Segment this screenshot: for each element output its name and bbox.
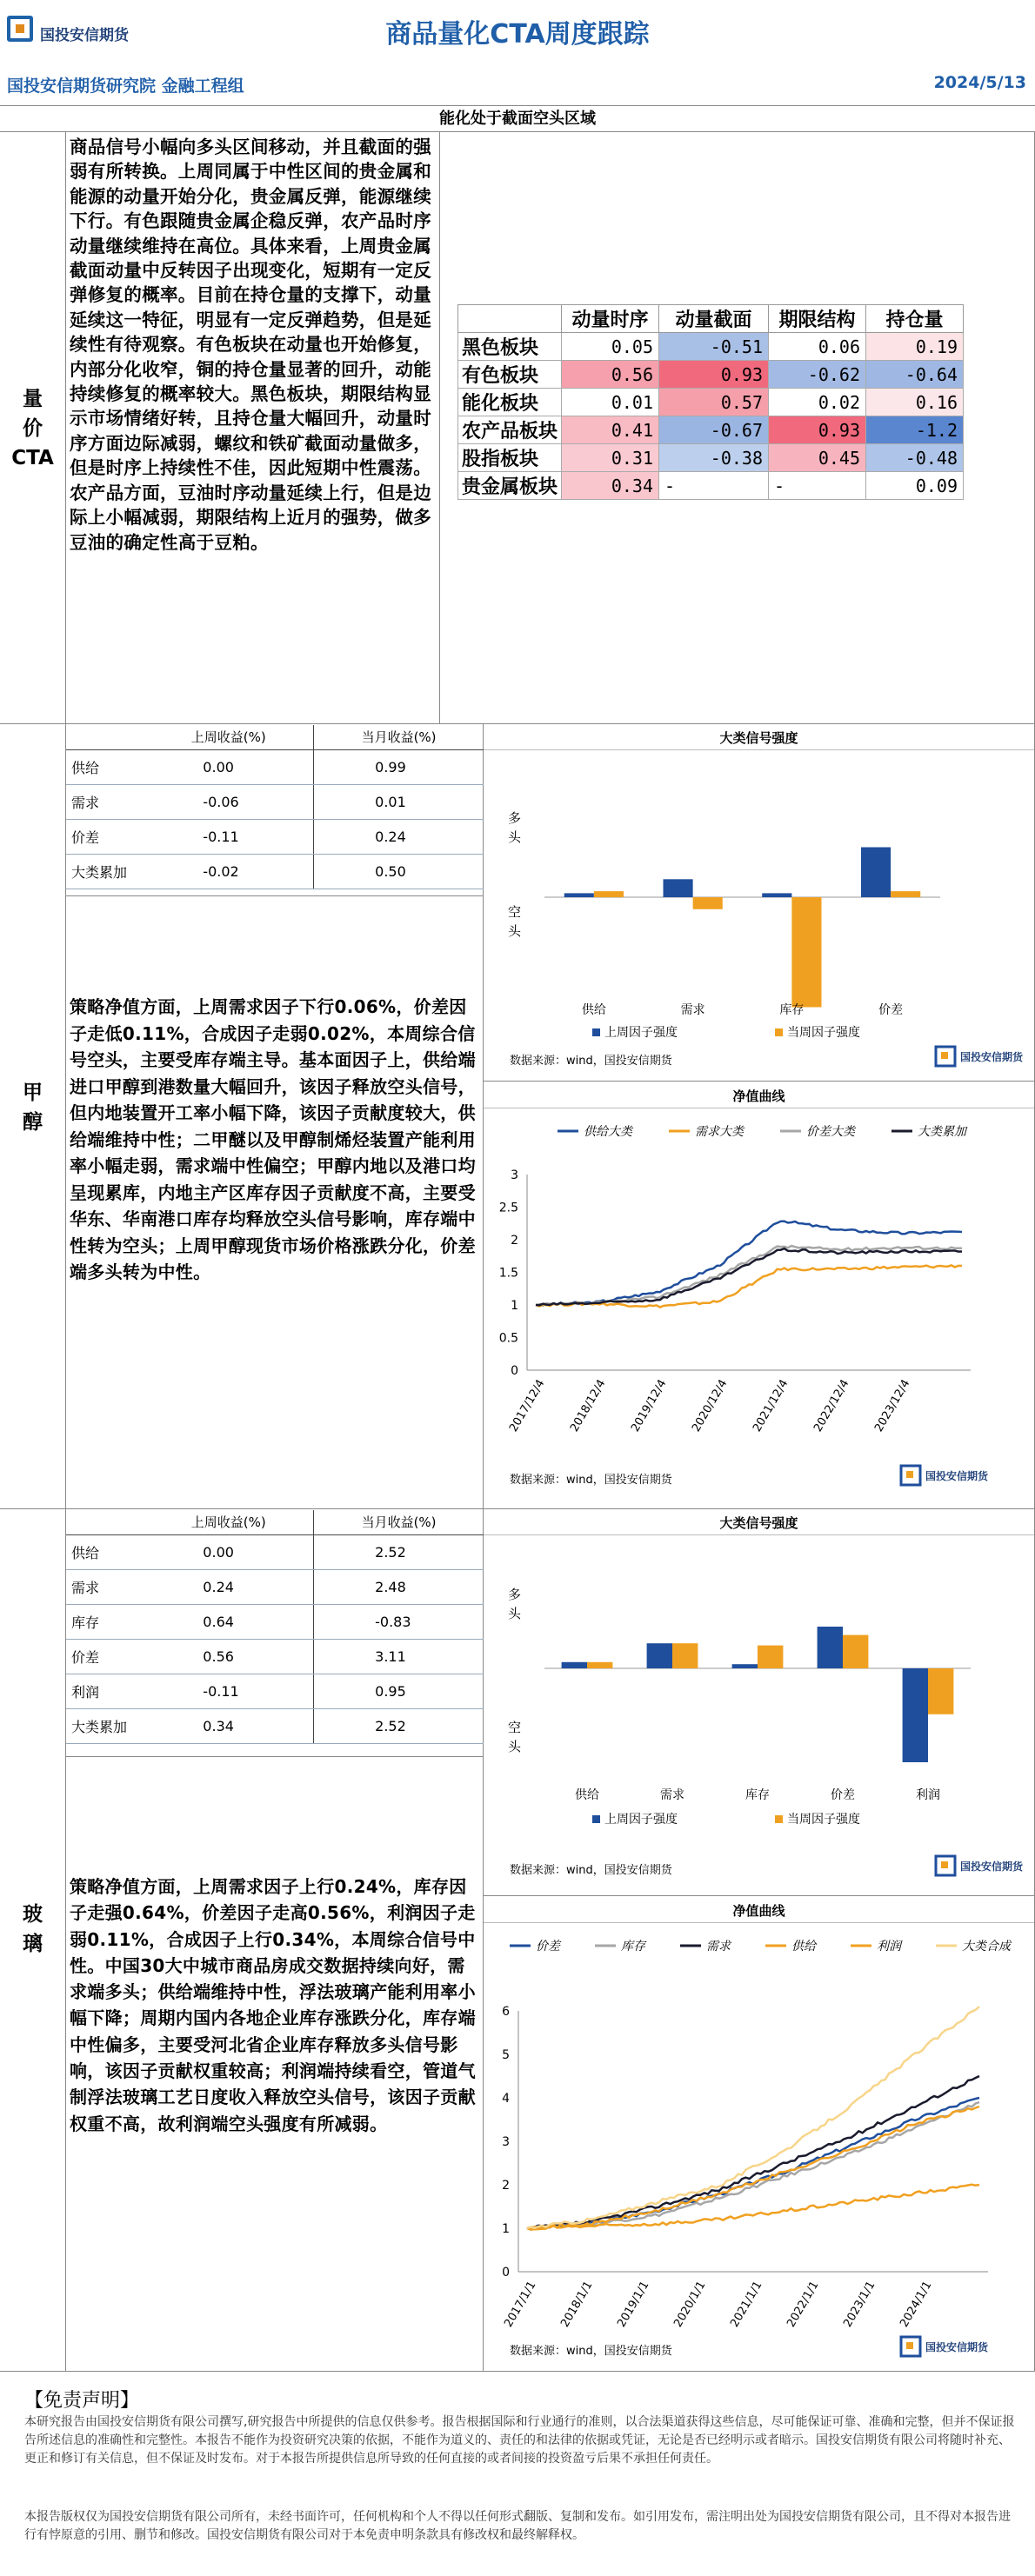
legend-label: 价差大类 <box>806 1125 855 1139</box>
legend-swatch <box>775 1815 783 1823</box>
heatmap-row <box>458 444 964 472</box>
bar-last-week <box>647 1643 672 1668</box>
series-line <box>527 2107 979 2230</box>
heatmap-column-header: 动量时序 <box>562 305 659 333</box>
bar-this-week <box>693 897 723 909</box>
heatmap-row-label: 有色板块 <box>458 361 562 389</box>
week-return: -0.11 <box>144 1674 313 1708</box>
heatmap-cell: 0.41 <box>562 416 659 444</box>
heatmap-cell: -0.64 <box>866 361 964 389</box>
legend-label: 供给 <box>791 1940 816 1954</box>
week-return: 0.64 <box>144 1604 313 1639</box>
heatmap-row <box>458 472 964 500</box>
legend-label: 库存 <box>621 1940 645 1954</box>
bar-last-week <box>564 893 594 897</box>
bar-this-week <box>891 891 920 897</box>
heatmap-cell: 0.19 <box>866 333 964 361</box>
row-label: 大类累加 <box>66 854 144 889</box>
table-row <box>66 1604 484 1639</box>
heatmap-cell: -0.51 <box>659 333 769 361</box>
heatmap-row-label: 股指板块 <box>458 444 562 472</box>
heatmap-cell: -0.38 <box>659 444 769 472</box>
series-line <box>536 1248 962 1305</box>
bar-last-week <box>664 879 693 897</box>
duo-label: 头 <box>508 1606 522 1621</box>
table-header-week: 上周收益(%) <box>144 725 313 749</box>
x-tick-label: 2021/12/4 <box>751 1377 791 1434</box>
divider <box>484 1895 1034 1896</box>
heatmap-row <box>458 361 964 389</box>
y-tick-label: 4 <box>502 2092 510 2106</box>
category-tick-label: 需求 <box>680 1003 705 1017</box>
logo-text: 国投安信期货 <box>925 2341 989 2353</box>
heatmap-cell: -0.62 <box>769 361 866 389</box>
legend-label: 供给大类 <box>584 1125 632 1139</box>
month-return: 0.50 <box>314 854 484 889</box>
bar-this-week <box>791 897 821 1008</box>
heatmap-column-header: 动量截面 <box>659 305 769 333</box>
heatmap-cell: 0.02 <box>769 389 866 416</box>
divider <box>484 749 1034 750</box>
category-tick-label: 价差 <box>878 1003 904 1017</box>
table-row <box>66 749 484 784</box>
row-label: 供给 <box>66 749 144 784</box>
divider <box>66 1756 484 1757</box>
summary-banner: 能化处于截面空头区域 <box>0 106 1035 132</box>
heatmap-row-label: 贵金属板块 <box>458 472 562 500</box>
heatmap-cell: 0.93 <box>769 416 866 444</box>
month-return: 0.01 <box>314 784 484 819</box>
x-tick-label: 2020/1/1 <box>671 2279 709 2330</box>
x-tick-label: 2021/1/1 <box>728 2279 765 2330</box>
heatmap-corner <box>458 305 562 333</box>
disclaimer-paragraph: 本研究报告由国投安信期货有限公司撰写,研究报告中所提供的信息仅供参考。报告根据国际和行业通行的准则，以合法渠道获得这些信息，尽可能保证可靠、准确和完整，但并不保证报告所述信息的准确性和完整性。本报告不能作为投资研究决策的依据，不能作为道义的、责任的和法律的依据或凭证，无论是否已经明示或者暗示。国投安信期货有限公司将随时补充、更正和修订有关信息，但不保证及时发布。对于本报告所提供信息所导致的任何直接的或者间接的投资盈亏后果不承担任何责任。 <box>24 2415 1015 2466</box>
heatmap-cell: 0.34 <box>562 472 659 500</box>
row-label: 需求 <box>66 1569 144 1604</box>
heatmap-row <box>458 389 964 416</box>
heatmap-cell: - <box>659 472 769 500</box>
heatmap-row-label: 农产品板块 <box>458 416 562 444</box>
week-return: -0.06 <box>144 784 313 819</box>
week-return: 0.00 <box>144 1534 313 1569</box>
heatmap-cell: 0.57 <box>659 389 769 416</box>
methanol-signal-chart-title: 大类信号强度 <box>719 730 798 746</box>
heatmap-cell: -1.2 <box>866 416 964 444</box>
bar-this-week <box>587 1662 612 1668</box>
category-tick-label: 供给 <box>575 1788 599 1802</box>
y-tick-label: 1.5 <box>498 1266 518 1281</box>
table-row <box>66 819 484 854</box>
kong-label: 空 <box>508 1720 522 1735</box>
month-return: 2.52 <box>314 1534 484 1569</box>
table-header-month: 当月收益(%) <box>314 1510 484 1534</box>
category-tick-label: 库存 <box>779 1003 805 1017</box>
legend-label: 当周因子强度 <box>787 1813 860 1827</box>
duo-label: 多 <box>508 1587 522 1602</box>
series-line <box>527 2076 979 2228</box>
table-row <box>66 784 484 819</box>
disclaimer-title: 【免责声明】 <box>24 2390 140 2412</box>
legend-swatch <box>592 1028 600 1036</box>
row-label: 价差 <box>66 819 144 854</box>
x-tick-label: 2018/1/1 <box>558 2279 596 2330</box>
week-return: 0.00 <box>144 749 313 784</box>
section-label-methanol <box>0 1078 65 1137</box>
glass-signal-chart <box>484 1536 1034 1893</box>
logo-text: 国投安信期货 <box>925 1470 989 1482</box>
legend-label: 大类累加 <box>918 1125 966 1139</box>
kong-label: 头 <box>508 923 522 939</box>
cta-commentary: 商品信号小幅向多头区间移动，并且截面的强弱有所转换。上周同属于中性区间的贵金属和能源的动量开始分化，贵金属反弹，能源继续下行。有色跟随贵金属企稳反弹，农产品时序动量继续维持在高位。具体来看，上周贵金属截面动量中反转因子出现变化，短期有一定反弹修复的概率。目前在持仓量的支撑下，动量延续这一特征，明显有一定反弹趋势，但是延续性有待观察。有色板块在动量也开始修复，内部分化收窄，铜的持仓量显著的回升，动能持续修复的概率较大。黑色板块，期限结构显示市场情绪好转，且持仓量大幅回升，动量时序方面边际减弱，螺纹和铁矿截面动量做多，但是时序上持续性不佳，因此短期中性震荡。农产品方面，豆油时序动量延续上行，但是边际上小幅减弱，期限结构上近月的强势，做多豆油的确定性高于豆粕。 <box>70 136 431 553</box>
x-tick-label: 2022/12/4 <box>811 1377 852 1434</box>
category-tick-label: 供给 <box>581 1003 606 1017</box>
y-tick-label: 0 <box>502 2266 510 2280</box>
divider <box>65 132 66 2371</box>
month-return: 2.48 <box>314 1569 484 1604</box>
x-tick-label: 2020/12/4 <box>690 1377 731 1434</box>
heatmap-cell: - <box>769 472 866 500</box>
week-return: 0.56 <box>144 1639 313 1674</box>
y-tick-label: 6 <box>502 2005 510 2019</box>
divider <box>484 1922 1034 1923</box>
section-label-char: 醇 <box>23 1111 43 1134</box>
glass-signal-chart-title: 大类信号强度 <box>719 1515 798 1531</box>
heatmap-row-label: 能化板块 <box>458 389 562 416</box>
week-return: 0.34 <box>144 1708 313 1743</box>
x-tick-label: 2024/1/1 <box>898 2279 935 2330</box>
y-tick-label: 2.5 <box>498 1201 518 1215</box>
y-tick-label: 0.5 <box>498 1331 518 1346</box>
row-label: 需求 <box>66 784 144 819</box>
duo-label: 头 <box>508 829 522 845</box>
y-tick-label: 5 <box>502 2048 510 2062</box>
table-row <box>66 1569 484 1604</box>
row-label: 库存 <box>66 1604 144 1639</box>
row-label: 大类累加 <box>66 1708 144 1743</box>
divider <box>484 1534 1034 1535</box>
month-return: 2.52 <box>314 1708 484 1743</box>
y-tick-label: 0 <box>511 1364 518 1378</box>
bar-last-week <box>818 1627 843 1668</box>
month-return: -0.83 <box>314 1604 484 1639</box>
section-label-char: 甲 <box>23 1082 43 1104</box>
table-row <box>66 1534 484 1569</box>
logo-mark-icon <box>906 2342 913 2349</box>
divider <box>439 132 440 723</box>
bar-last-week <box>762 893 791 897</box>
glass-commentary: 策略净值方面，上周需求因子上行0.24%，库存因子走强0.64%，价差因子走高0.56%，利润因子走弱0.11%，合成因子上行0.34%，本周综合信号中性。中国30大中城市商品房成交数据持续向好，需求端多头；供给端维持中性，浮法玻璃产能利用率小幅下降；周期内国内各地企业库存涨跌分化，库存端中性偏多，主要受河北省企业库存释放多头信号影响，该因子贡献权重较高；利润端持续看空，管道气制浮法玻璃工艺日度收入释放空头信号，该因子贡献权重不高，故利润端空头强度有所减弱。 <box>70 1876 476 2134</box>
logo-text: 国投安信期货 <box>960 1860 1024 1873</box>
series-line <box>527 2098 979 2229</box>
heatmap-cell: 0.56 <box>562 361 659 389</box>
legend-label: 需求 <box>706 1940 731 1954</box>
glass-nav-chart <box>484 1924 1034 2369</box>
heatmap-row <box>458 333 964 361</box>
table-row <box>66 854 484 889</box>
table-row <box>66 1674 484 1708</box>
kong-label: 空 <box>508 904 522 920</box>
divider <box>0 2371 1035 2372</box>
logo-mark-icon <box>941 1052 948 1059</box>
section-label-glass <box>0 1900 65 1959</box>
factor-heatmap <box>457 304 964 500</box>
table-header-blank <box>66 725 144 749</box>
divider <box>0 723 1035 724</box>
heatmap-cell: 0.09 <box>866 472 964 500</box>
heatmap-cell: 0.05 <box>562 333 659 361</box>
y-tick-label: 1 <box>511 1299 518 1313</box>
heatmap-row <box>458 416 964 444</box>
bar-last-week <box>861 848 891 898</box>
duo-label: 多 <box>508 810 522 826</box>
divider <box>484 1081 1034 1082</box>
section-label-char: 价 <box>23 417 43 440</box>
bar-this-week <box>594 891 624 897</box>
bar-last-week <box>903 1668 928 1762</box>
month-return: 0.99 <box>314 749 484 784</box>
month-return: 0.24 <box>314 819 484 854</box>
week-return: 0.24 <box>144 1569 313 1604</box>
series-line <box>536 1246 962 1305</box>
x-tick-label: 2023/12/4 <box>872 1377 913 1434</box>
week-return: -0.11 <box>144 819 313 854</box>
methanol-nav-chart-title: 净值曲线 <box>732 1088 785 1104</box>
x-tick-label: 2019/1/1 <box>615 2279 652 2330</box>
bar-this-week <box>672 1643 698 1668</box>
row-label: 价差 <box>66 1639 144 1674</box>
y-tick-label: 3 <box>502 2135 510 2149</box>
heatmap-cell: 0.93 <box>659 361 769 389</box>
section-label-char: 量 <box>23 388 43 410</box>
legend-label: 上周因子强度 <box>604 1813 678 1827</box>
glass-returns-table <box>66 1510 484 1744</box>
x-tick-label: 2017/12/4 <box>507 1377 548 1434</box>
legend-label: 利润 <box>877 1940 901 1954</box>
logo-text: 国投安信期货 <box>40 27 129 44</box>
logo-text: 国投安信期货 <box>960 1051 1024 1063</box>
table-header-blank <box>66 1510 144 1534</box>
kong-label: 头 <box>508 1739 522 1754</box>
disclaimer-paragraph: 本报告版权仅为国投安信期货有限公司所有，未经书面许可，任何机构和个人不得以任何形式翻版、复制和发布。如引用发布，需注明出处为国投安信期货有限公司，且不得对本报告进行有悖原意的引用、删节和修改。国投安信期货有限公司对于本免责申明条款具有修改权和最终解释权。 <box>24 2510 1011 2542</box>
bar-this-week <box>928 1668 953 1714</box>
y-tick-label: 3 <box>511 1168 518 1182</box>
x-tick-label: 2022/1/1 <box>785 2279 822 2330</box>
table-header-month: 当月收益(%) <box>314 725 484 749</box>
methanol-nav-chart <box>484 1109 1034 1505</box>
bar-this-week <box>843 1635 868 1668</box>
data-source: 数据来源：wind，国投安信期货 <box>510 2345 672 2358</box>
heatmap-row-label: 黑色板块 <box>458 333 562 361</box>
category-tick-label: 价差 <box>831 1788 855 1802</box>
y-tick-label: 2 <box>502 2179 510 2193</box>
methanol-returns-table <box>66 725 484 889</box>
legend-label: 上周因子强度 <box>604 1026 678 1040</box>
heatmap-cell: -0.48 <box>866 444 964 472</box>
x-tick-label: 2017/1/1 <box>502 2279 539 2330</box>
page-title: 商品量化CTA周度跟踪 <box>385 19 650 50</box>
y-tick-label: 1 <box>502 2222 510 2236</box>
table-row <box>66 1639 484 1674</box>
heatmap-cell: 0.31 <box>562 444 659 472</box>
report-header <box>0 0 1035 106</box>
logo-mark-icon <box>906 1471 913 1478</box>
bar-last-week <box>562 1662 587 1668</box>
heatmap-cell: -0.67 <box>659 416 769 444</box>
section-label-char: CTA <box>11 447 54 469</box>
table-header-week: 上周收益(%) <box>144 1510 313 1534</box>
section-label-cta <box>0 384 65 473</box>
row-label: 利润 <box>66 1674 144 1708</box>
legend-label: 需求大类 <box>695 1125 744 1139</box>
bar-last-week <box>732 1664 758 1668</box>
month-return: 0.95 <box>314 1674 484 1708</box>
month-return: 3.11 <box>314 1639 484 1674</box>
heatmap-column-header: 持仓量 <box>866 305 964 333</box>
table-row <box>66 1708 484 1743</box>
data-source: 数据来源：wind，国投安信期货 <box>510 1474 672 1487</box>
heatmap-column-header: 期限结构 <box>769 305 866 333</box>
methanol-signal-chart <box>484 751 1034 1073</box>
logo-mark-icon <box>941 1861 948 1868</box>
y-tick-label: 2 <box>511 1234 518 1248</box>
row-label: 供给 <box>66 1534 144 1569</box>
methanol-commentary: 策略净值方面，上周需求因子下行0.06%，价差因子走低0.11%，合成因子走弱0.02%，本周综合信号空头，主要受库存端主导。基本面因子上，供给端进口甲醇到港数量大幅回升，该因子释放空头信号，但内地装置开工率小幅下降，该因子贡献度较大，供给端维持中性；二甲醚以及甲醇制烯烃装置产能利用率小幅走弱，需求端中性偏空；甲醇内地以及港口均呈现累库，内地主产区库存因子贡献度不高，主要受华东、华南港口库存均释放空头信号影响，库存端中性转为空头；上周甲醇现货市场价格涨跌分化，价差端多头转为中性。 <box>70 996 476 1282</box>
heatmap-cell: 0.01 <box>562 389 659 416</box>
x-tick-label: 2023/1/1 <box>841 2279 878 2330</box>
data-source: 数据来源：wind，国投安信期货 <box>510 1055 672 1068</box>
divider <box>0 1508 1035 1509</box>
category-tick-label: 利润 <box>916 1788 940 1802</box>
data-source: 数据来源：wind，国投安信期货 <box>510 1864 672 1877</box>
legend-swatch <box>592 1815 600 1823</box>
category-tick-label: 库存 <box>745 1788 770 1802</box>
glass-nav-chart-title: 净值曲线 <box>732 1903 785 1919</box>
section-label-char: 玻 <box>23 1903 43 1926</box>
legend-swatch <box>775 1028 783 1036</box>
x-tick-label: 2019/12/4 <box>629 1377 670 1434</box>
heatmap-cell: 0.16 <box>866 389 964 416</box>
heatmap-cell: 0.06 <box>769 333 866 361</box>
divider <box>66 895 484 896</box>
legend-label: 价差 <box>536 1940 560 1954</box>
section-label-char: 璃 <box>23 1933 43 1955</box>
category-tick-label: 需求 <box>660 1788 684 1802</box>
week-return: -0.02 <box>144 854 313 889</box>
legend-label: 当周因子强度 <box>787 1026 860 1040</box>
bar-this-week <box>758 1646 783 1668</box>
x-tick-label: 2018/12/4 <box>568 1377 609 1434</box>
report-date: 2024/5/13 <box>933 73 1026 92</box>
legend-label: 大类合成 <box>962 1940 1011 1954</box>
heatmap-cell: 0.45 <box>769 444 866 472</box>
org-name: 国投安信期货研究院 金融工程组 <box>7 77 244 96</box>
